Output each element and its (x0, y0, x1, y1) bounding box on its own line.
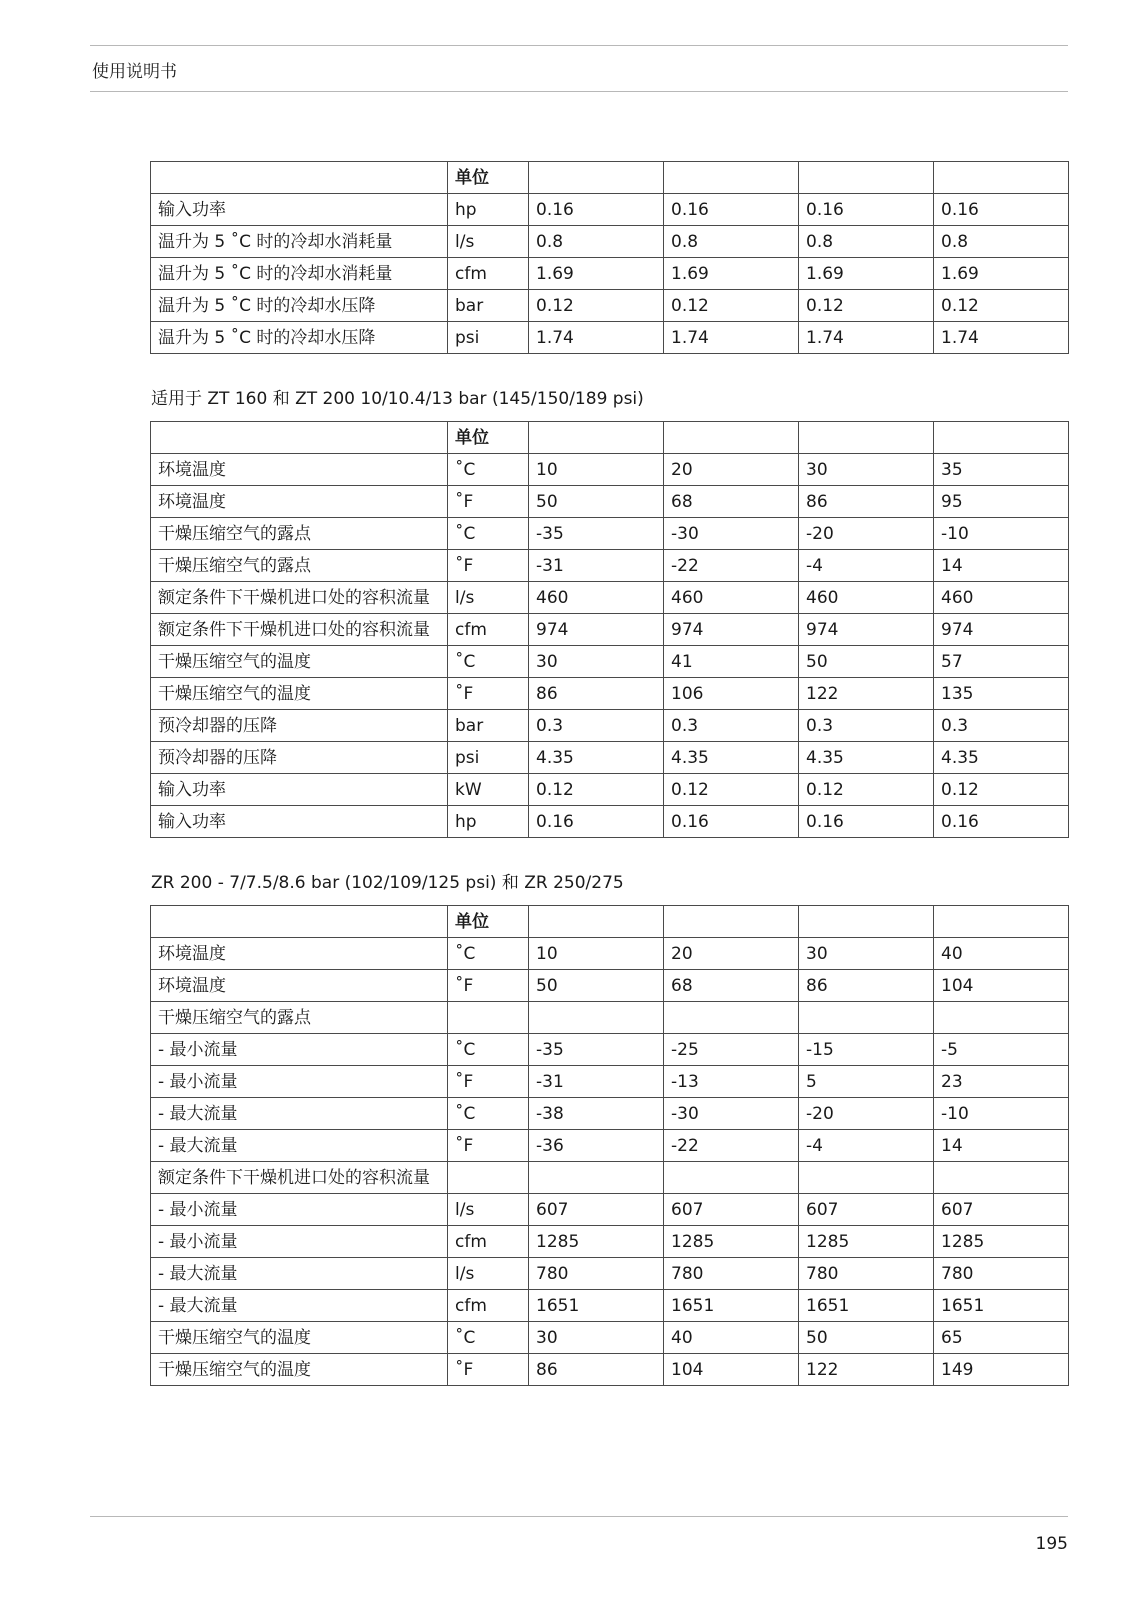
table-row (151, 1130, 1069, 1162)
table-row (151, 938, 1069, 970)
value-cell: 0.12 (529, 774, 664, 806)
value-cell: -38 (529, 1098, 664, 1130)
header-cell (151, 162, 448, 194)
unit-cell: cfm (448, 1226, 529, 1258)
table-row (151, 1258, 1069, 1290)
table-row (151, 1098, 1069, 1130)
value-cell: 1285 (934, 1226, 1069, 1258)
value-cell: 780 (799, 1258, 934, 1290)
table-row (151, 1162, 1069, 1194)
table-row (151, 1322, 1069, 1354)
row-label-cell: 环境温度 (151, 970, 448, 1002)
value-cell (529, 1002, 664, 1034)
row-label-cell: - 最大流量 (151, 1130, 448, 1162)
value-cell: 50 (529, 970, 664, 1002)
table-row (151, 774, 1069, 806)
row-label-cell: 输入功率 (151, 774, 448, 806)
header-cell (664, 162, 799, 194)
table-header-row (151, 906, 1069, 938)
value-cell: 607 (934, 1194, 1069, 1226)
value-cell (664, 1002, 799, 1034)
value-cell: 780 (529, 1258, 664, 1290)
table-row (151, 1354, 1069, 1386)
value-cell: 974 (934, 614, 1069, 646)
value-cell: 86 (529, 1354, 664, 1386)
value-cell: 0.12 (799, 290, 934, 322)
value-cell: 35 (934, 454, 1069, 486)
table-row (151, 486, 1069, 518)
value-cell: 14 (934, 1130, 1069, 1162)
value-cell: 0.3 (934, 710, 1069, 742)
value-cell: 30 (799, 454, 934, 486)
table-row (151, 582, 1069, 614)
value-cell: 0.12 (664, 774, 799, 806)
table-row (151, 258, 1069, 290)
value-cell: 10 (529, 938, 664, 970)
table-row (151, 226, 1069, 258)
table-row (151, 194, 1069, 226)
value-cell: 4.35 (664, 742, 799, 774)
value-cell: -22 (664, 550, 799, 582)
value-cell: 1651 (934, 1290, 1069, 1322)
value-cell: 0.16 (664, 806, 799, 838)
value-cell (934, 1162, 1069, 1194)
value-cell: 0.16 (529, 806, 664, 838)
value-cell: -31 (529, 550, 664, 582)
table-row (151, 646, 1069, 678)
value-cell: 50 (799, 1322, 934, 1354)
value-cell: 14 (934, 550, 1069, 582)
spec-table-2 (150, 421, 1069, 838)
value-cell: 0.12 (529, 290, 664, 322)
row-label-cell: 额定条件下干燥机进口处的容积流量 (151, 1162, 448, 1194)
value-cell: 1285 (799, 1226, 934, 1258)
value-cell: -10 (934, 518, 1069, 550)
value-cell: 780 (934, 1258, 1069, 1290)
unit-cell: ˚C (448, 938, 529, 970)
value-cell: 1.74 (799, 322, 934, 354)
table-caption-3: ZR 200 - 7/7.5/8.6 bar (102/109/125 psi) 和 ZR 250/275 (151, 873, 624, 893)
value-cell: -20 (799, 1098, 934, 1130)
unit-cell: cfm (448, 1290, 529, 1322)
row-label-cell: 输入功率 (151, 806, 448, 838)
value-cell: 1285 (664, 1226, 799, 1258)
row-label-cell: 温升为 5 ˚C 时的冷却水压降 (151, 290, 448, 322)
header-cell (799, 906, 934, 938)
value-cell: 68 (664, 486, 799, 518)
spec-table-3 (150, 905, 1069, 1386)
page-number: 195 (1035, 1534, 1068, 1554)
row-label-cell: 额定条件下干燥机进口处的容积流量 (151, 614, 448, 646)
row-label-cell: 温升为 5 ˚C 时的冷却水压降 (151, 322, 448, 354)
table-row (151, 1194, 1069, 1226)
value-cell: 460 (664, 582, 799, 614)
value-cell: 607 (664, 1194, 799, 1226)
value-cell: 0.16 (934, 194, 1069, 226)
value-cell (529, 1162, 664, 1194)
value-cell: -31 (529, 1066, 664, 1098)
table-row (151, 550, 1069, 582)
value-cell: 50 (529, 486, 664, 518)
value-cell: 104 (664, 1354, 799, 1386)
value-cell: 460 (529, 582, 664, 614)
row-label-cell: - 最小流量 (151, 1226, 448, 1258)
header-cell (151, 906, 448, 938)
value-cell: 122 (799, 678, 934, 710)
unit-cell: ˚F (448, 1066, 529, 1098)
value-cell: 65 (934, 1322, 1069, 1354)
unit-cell: ˚C (448, 1322, 529, 1354)
value-cell: 86 (799, 486, 934, 518)
value-cell: -30 (664, 1098, 799, 1130)
value-cell: 0.8 (799, 226, 934, 258)
value-cell: 95 (934, 486, 1069, 518)
table-row (151, 806, 1069, 838)
row-label-cell: - 最大流量 (151, 1098, 448, 1130)
value-cell: 0.8 (529, 226, 664, 258)
unit-cell: cfm (448, 258, 529, 290)
table-row (151, 742, 1069, 774)
value-cell: 122 (799, 1354, 934, 1386)
value-cell: 0.3 (799, 710, 934, 742)
row-label-cell: 环境温度 (151, 938, 448, 970)
value-cell: 57 (934, 646, 1069, 678)
unit-cell: ˚C (448, 1098, 529, 1130)
row-label-cell: - 最小流量 (151, 1194, 448, 1226)
value-cell: 1.69 (934, 258, 1069, 290)
value-cell: -35 (529, 1034, 664, 1066)
header-cell (151, 422, 448, 454)
value-cell: 4.35 (529, 742, 664, 774)
unit-cell: psi (448, 742, 529, 774)
table-header-row (151, 162, 1069, 194)
header-cell (529, 906, 664, 938)
value-cell: 86 (799, 970, 934, 1002)
row-label-cell: - 最大流量 (151, 1258, 448, 1290)
table-row (151, 322, 1069, 354)
header-cell (934, 422, 1069, 454)
unit-cell (448, 1002, 529, 1034)
row-label-cell: 温升为 5 ˚C 时的冷却水消耗量 (151, 258, 448, 290)
row-label-cell: 输入功率 (151, 194, 448, 226)
page-footer (90, 1516, 1068, 1554)
value-cell: 30 (529, 646, 664, 678)
value-cell: 40 (664, 1322, 799, 1354)
value-cell: 5 (799, 1066, 934, 1098)
unit-cell: ˚F (448, 550, 529, 582)
value-cell: 0.16 (799, 194, 934, 226)
header-cell (664, 906, 799, 938)
value-cell: 41 (664, 646, 799, 678)
row-label-cell: - 最小流量 (151, 1034, 448, 1066)
value-cell: -30 (664, 518, 799, 550)
value-cell: 1651 (664, 1290, 799, 1322)
unit-cell: ˚F (448, 486, 529, 518)
value-cell: 20 (664, 938, 799, 970)
unit-cell: hp (448, 194, 529, 226)
spec-content (150, 161, 1068, 1386)
value-cell: -25 (664, 1034, 799, 1066)
value-cell: -13 (664, 1066, 799, 1098)
unit-cell: l/s (448, 226, 529, 258)
value-cell: 0.16 (529, 194, 664, 226)
value-cell: 68 (664, 970, 799, 1002)
value-cell: -4 (799, 550, 934, 582)
header-cell (529, 422, 664, 454)
row-label-cell: 干燥压缩空气的露点 (151, 1002, 448, 1034)
unit-cell (448, 1162, 529, 1194)
table-row (151, 710, 1069, 742)
value-cell: 1.74 (934, 322, 1069, 354)
row-label-cell: 干燥压缩空气的温度 (151, 646, 448, 678)
header-unit: 单位 (448, 162, 529, 194)
header-cell (664, 422, 799, 454)
value-cell: 4.35 (934, 742, 1069, 774)
row-label-cell: - 最小流量 (151, 1066, 448, 1098)
table-row (151, 1034, 1069, 1066)
value-cell: -10 (934, 1098, 1069, 1130)
value-cell: 135 (934, 678, 1069, 710)
value-cell: 0.16 (934, 806, 1069, 838)
spec-table-1 (150, 161, 1069, 354)
value-cell: 106 (664, 678, 799, 710)
value-cell: 0.3 (529, 710, 664, 742)
value-cell: 10 (529, 454, 664, 486)
value-cell: 1.74 (529, 322, 664, 354)
row-label-cell: 额定条件下干燥机进口处的容积流量 (151, 582, 448, 614)
table-row (151, 614, 1069, 646)
value-cell: -4 (799, 1130, 934, 1162)
row-label-cell: 预冷却器的压降 (151, 742, 448, 774)
value-cell: 974 (799, 614, 934, 646)
row-label-cell: 干燥压缩空气的温度 (151, 1322, 448, 1354)
value-cell: 1.74 (664, 322, 799, 354)
value-cell: 149 (934, 1354, 1069, 1386)
value-cell: 0.12 (664, 290, 799, 322)
value-cell: 50 (799, 646, 934, 678)
table-row (151, 970, 1069, 1002)
value-cell: 1651 (799, 1290, 934, 1322)
value-cell: 974 (664, 614, 799, 646)
value-cell: 1.69 (529, 258, 664, 290)
value-cell: 974 (529, 614, 664, 646)
unit-cell: hp (448, 806, 529, 838)
value-cell: -5 (934, 1034, 1069, 1066)
row-label-cell: 干燥压缩空气的露点 (151, 518, 448, 550)
document-title: 使用说明书 (92, 62, 177, 82)
unit-cell: l/s (448, 582, 529, 614)
header-unit: 单位 (448, 422, 529, 454)
value-cell: -35 (529, 518, 664, 550)
value-cell: 0.16 (799, 806, 934, 838)
value-cell: 1.69 (664, 258, 799, 290)
table-row (151, 1226, 1069, 1258)
value-cell: 4.35 (799, 742, 934, 774)
unit-cell: cfm (448, 614, 529, 646)
unit-cell: ˚C (448, 646, 529, 678)
row-label-cell: 环境温度 (151, 486, 448, 518)
value-cell: 30 (799, 938, 934, 970)
unit-cell: bar (448, 710, 529, 742)
unit-cell: kW (448, 774, 529, 806)
value-cell: 0.3 (664, 710, 799, 742)
row-label-cell: 干燥压缩空气的露点 (151, 550, 448, 582)
value-cell: 1.69 (799, 258, 934, 290)
value-cell (799, 1162, 934, 1194)
row-label-cell: 干燥压缩空气的温度 (151, 1354, 448, 1386)
value-cell: 1285 (529, 1226, 664, 1258)
unit-cell: bar (448, 290, 529, 322)
value-cell: 0.12 (934, 774, 1069, 806)
value-cell: 460 (799, 582, 934, 614)
table-caption-2: 适用于 ZT 160 和 ZT 200 10/10.4/13 bar (145/150/189 psi) (151, 389, 644, 409)
unit-cell: ˚F (448, 678, 529, 710)
value-cell (664, 1162, 799, 1194)
value-cell: 0.12 (934, 290, 1069, 322)
value-cell: 30 (529, 1322, 664, 1354)
table-row (151, 1002, 1069, 1034)
unit-cell: ˚C (448, 1034, 529, 1066)
header-cell (529, 162, 664, 194)
value-cell: 23 (934, 1066, 1069, 1098)
page-header (90, 45, 1068, 92)
value-cell: 20 (664, 454, 799, 486)
value-cell: -15 (799, 1034, 934, 1066)
header-cell (799, 422, 934, 454)
table-row (151, 1066, 1069, 1098)
table-row (151, 678, 1069, 710)
table-row (151, 518, 1069, 550)
table-row (151, 1290, 1069, 1322)
table-row (151, 290, 1069, 322)
header-cell (934, 906, 1069, 938)
header-cell (934, 162, 1069, 194)
value-cell: 0.12 (799, 774, 934, 806)
row-label-cell: 预冷却器的压降 (151, 710, 448, 742)
value-cell: 0.8 (664, 226, 799, 258)
unit-cell: ˚C (448, 518, 529, 550)
header-cell (799, 162, 934, 194)
value-cell: 607 (799, 1194, 934, 1226)
value-cell: 40 (934, 938, 1069, 970)
unit-cell: l/s (448, 1258, 529, 1290)
value-cell (799, 1002, 934, 1034)
row-label-cell: - 最大流量 (151, 1290, 448, 1322)
value-cell: -20 (799, 518, 934, 550)
unit-cell: ˚F (448, 970, 529, 1002)
table-header-row (151, 422, 1069, 454)
row-label-cell: 环境温度 (151, 454, 448, 486)
value-cell: 0.16 (664, 194, 799, 226)
row-label-cell: 干燥压缩空气的温度 (151, 678, 448, 710)
unit-cell: psi (448, 322, 529, 354)
value-cell: 780 (664, 1258, 799, 1290)
value-cell: 0.8 (934, 226, 1069, 258)
value-cell: 607 (529, 1194, 664, 1226)
value-cell: 104 (934, 970, 1069, 1002)
value-cell: 460 (934, 582, 1069, 614)
unit-cell: ˚C (448, 454, 529, 486)
unit-cell: l/s (448, 1194, 529, 1226)
table-row (151, 454, 1069, 486)
value-cell (934, 1002, 1069, 1034)
unit-cell: ˚F (448, 1130, 529, 1162)
value-cell: 86 (529, 678, 664, 710)
header-unit: 单位 (448, 906, 529, 938)
value-cell: -36 (529, 1130, 664, 1162)
unit-cell: ˚F (448, 1354, 529, 1386)
value-cell: 1651 (529, 1290, 664, 1322)
row-label-cell: 温升为 5 ˚C 时的冷却水消耗量 (151, 226, 448, 258)
value-cell: -22 (664, 1130, 799, 1162)
